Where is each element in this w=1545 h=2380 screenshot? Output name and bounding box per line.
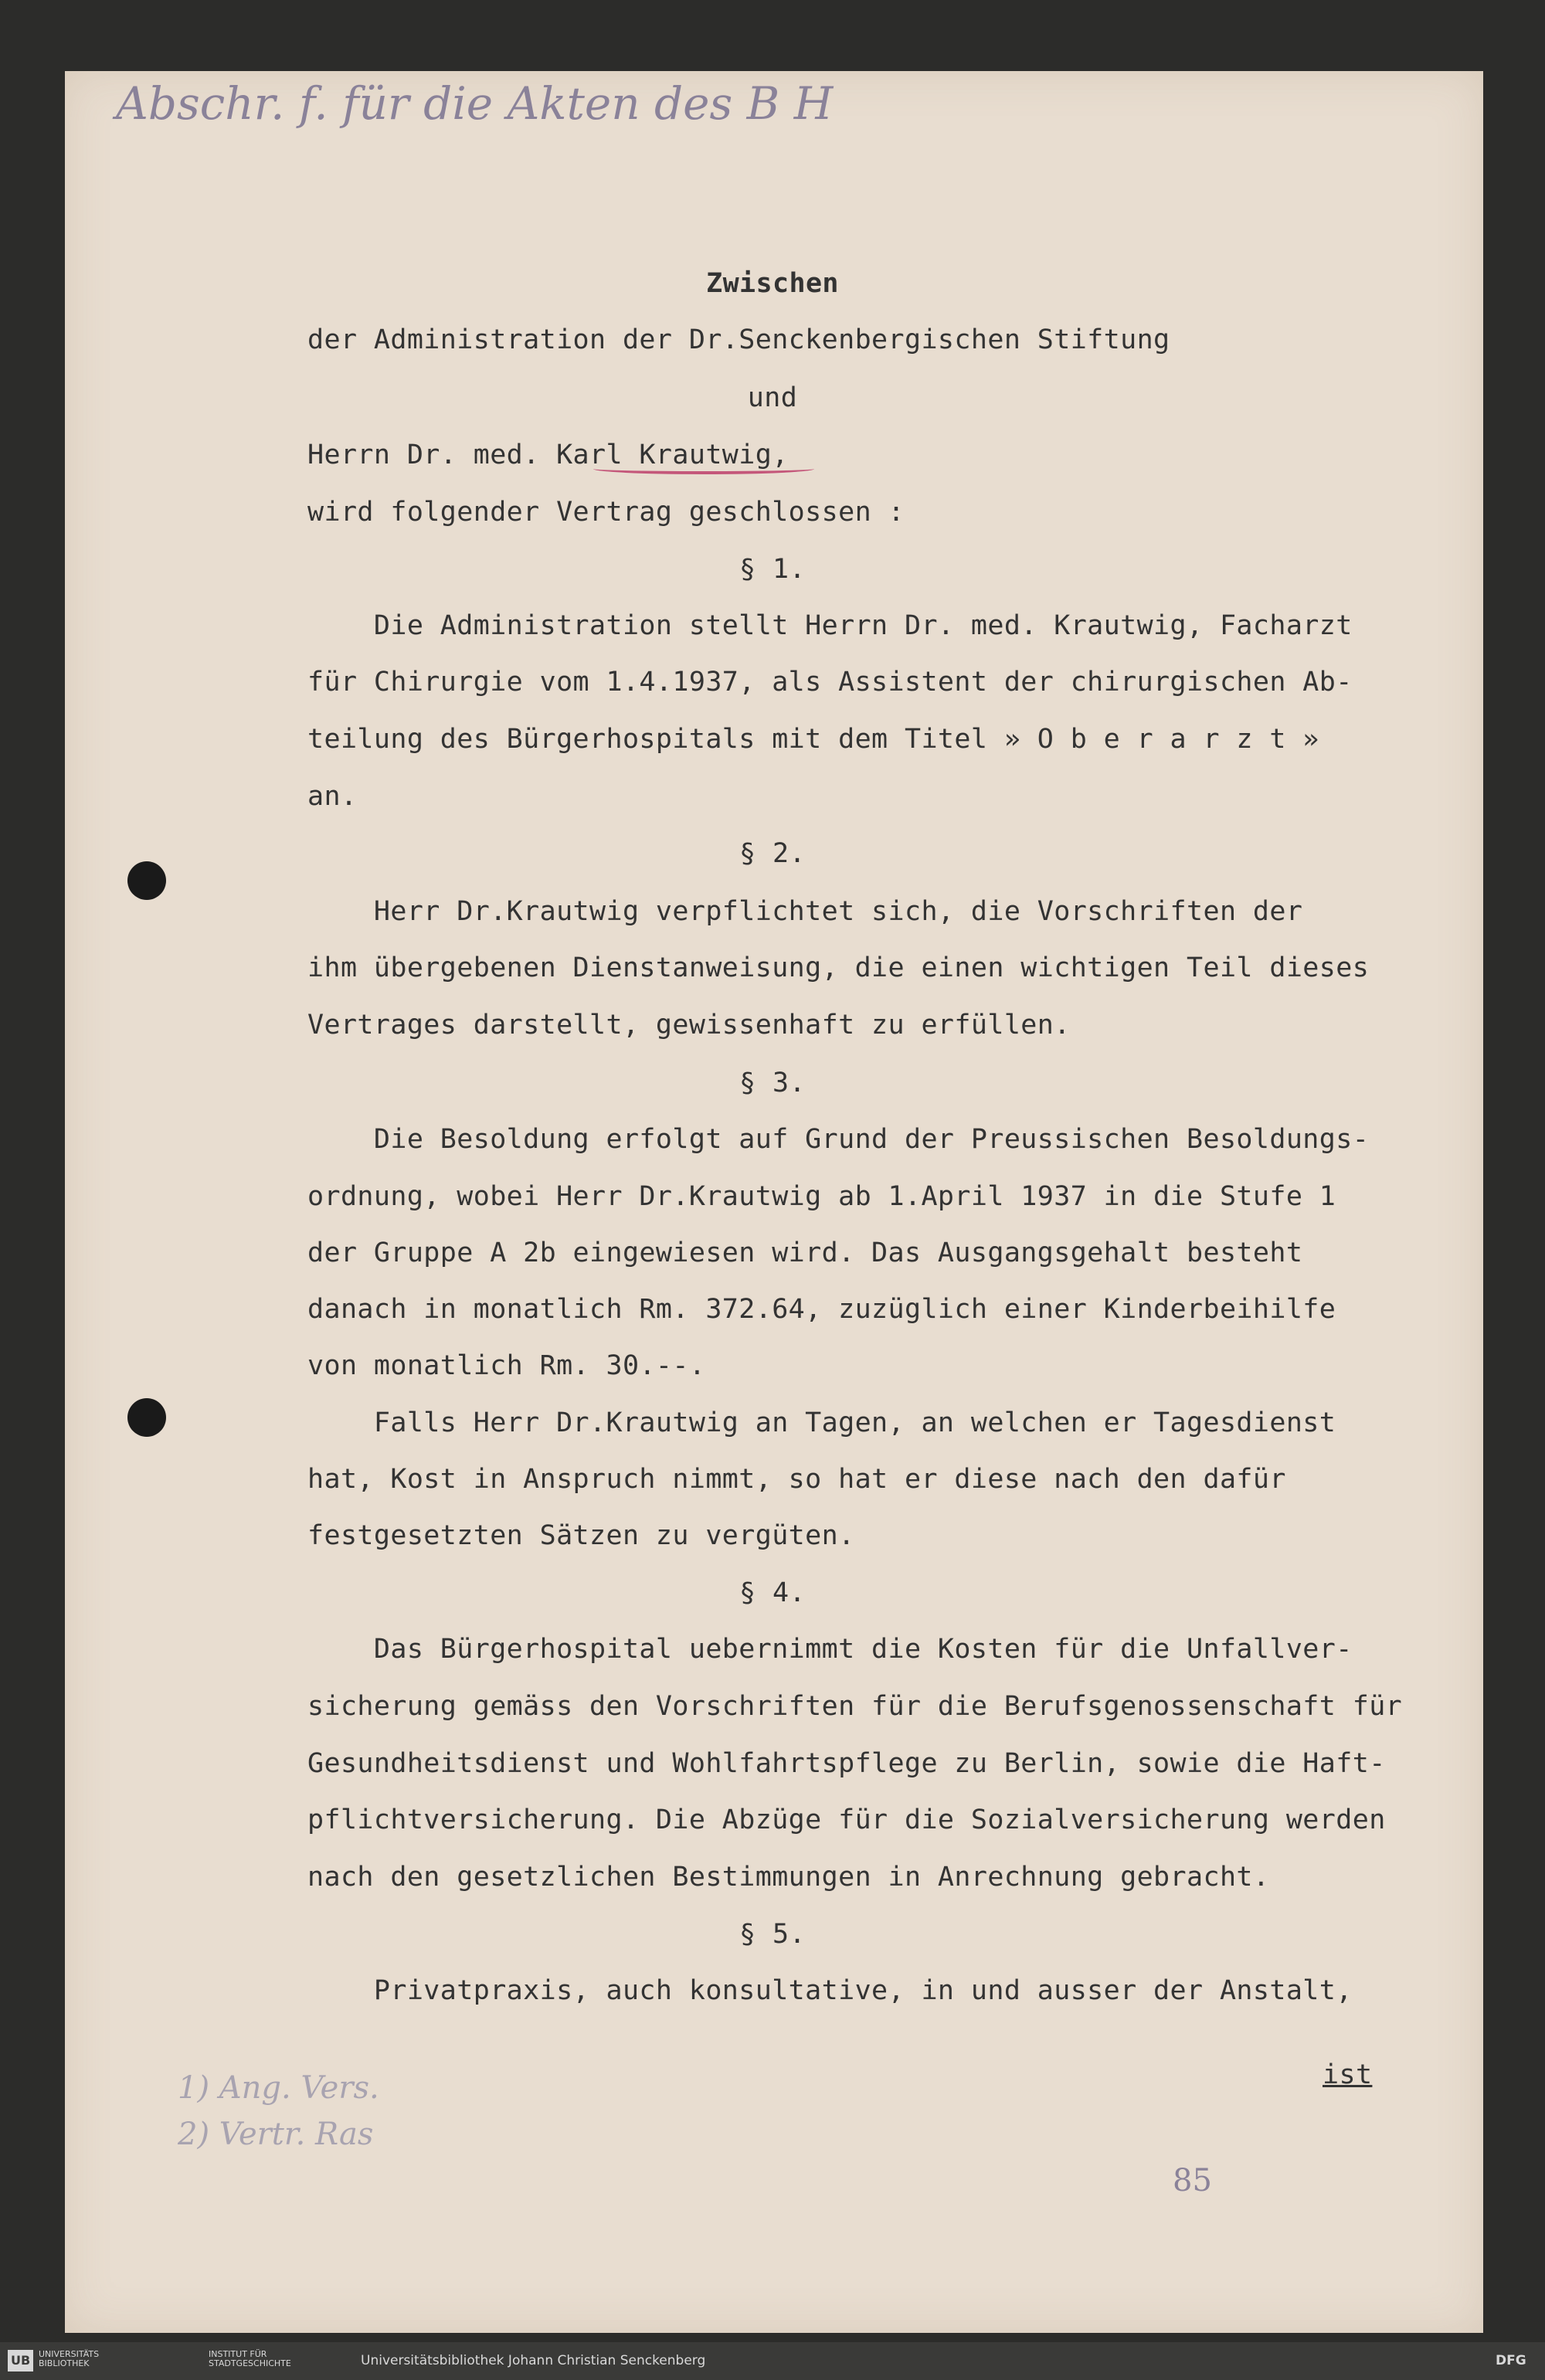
section-heading: § 2. [739,838,806,869]
text-line: von monatlich Rm. 30.--. [307,1350,706,1381]
text-line: Privatpraxis, auch konsultative, in und ausser der Anstalt, [307,1975,1353,2006]
text-line: an. [307,781,358,812]
credit-text: Universitätsbibliothek Johann Christian Senckenberg [361,2353,706,2368]
footer-bar [0,2342,1545,2380]
section-heading: § 3. [739,1068,806,1098]
text-line: ihm übergebenen Dienstanweisung, die einen wichtigen Teil dieses [307,952,1370,983]
text-line: Herr Dr.Krautwig verpflichtet sich, die Vorschriften der [307,896,1303,927]
name-underline [593,463,814,474]
text-line: ordnung, wobei Herr Dr.Krautwig ab 1.April 1937 in die Stufe 1 [307,1181,1336,1212]
text-line: hat, Kost in Anspruch nimmt, so hat er diese nach den dafür [307,1464,1286,1495]
text-line: der Gruppe A 2b eingewiesen wird. Das Ausgangsgehalt besteht [307,1238,1303,1268]
institute-text: INSTITUT FÜR STADTGESCHICHTE [209,2349,291,2368]
handwritten-note: Abschr. f. für die Akten des B H [116,77,834,130]
text-line: festgesetzten Sätzen zu vergüten. [307,1520,855,1551]
handwritten-note: 1) Ang. Vers. [178,2070,379,2106]
text-line: pflichtversicherung. Die Abzüge für die Sozialversicherung werden [307,1805,1386,1835]
text-line: danach in monatlich Rm. 372.64, zuzüglich einer Kinderbeihilfe [307,1294,1336,1325]
text-line: sicherung gemäss den Vorschriften für die Berufsgenossenschaft für [307,1691,1403,1722]
text-line: wird folgender Vertrag geschlossen : [307,497,905,528]
catchword: ist [1323,2059,1373,2090]
text-line: Die Besoldung erfolgt auf Grund der Preussischen Besoldungs- [307,1124,1370,1155]
text-line: für Chirurgie vom 1.4.1937, als Assistent der chirurgischen Ab- [307,667,1353,698]
section-heading: § 4. [739,1577,806,1608]
section-heading: § 1. [739,554,806,585]
text-line: Falls Herr Dr.Krautwig an Tagen, an welchen er Tagesdienst [307,1407,1336,1438]
section-heading: § 5. [739,1919,806,1950]
text-line: der Administration der Dr.Senckenbergischen Stiftung [307,324,1170,355]
text-line: Vertrages darstellt, gewissenhaft zu erfüllen. [307,1010,1071,1041]
ub-text: UNIVERSITÄTS BIBLIOTHEK [39,2349,100,2368]
text-line: Herrn Dr. med. Karl Krautwig, [307,440,789,470]
ub-logo: UB [8,2350,33,2372]
text-line: Das Bürgerhospital uebernimmt die Kosten für die Unfallver- [307,1634,1353,1665]
line-und: und [747,382,798,413]
text-line: Die Administration stellt Herrn Dr. med. Krautwig, Facharzt [307,610,1353,641]
line-zwischen: Zwischen [706,268,839,299]
text-line: nach den gesetzlichen Bestimmungen in Anrechnung gebracht. [307,1862,1270,1893]
page-number: 85 [1173,2163,1212,2198]
handwritten-note: 2) Vertr. Ras [178,2117,374,2152]
dfg-logo: DFG [1496,2353,1526,2368]
text-line: Gesundheitsdienst und Wohlfahrtspflege zu Berlin, sowie die Haft- [307,1748,1386,1779]
text-line: teilung des Bürgerhospitals mit dem Titel » O b e r a r z t » [307,724,1319,755]
